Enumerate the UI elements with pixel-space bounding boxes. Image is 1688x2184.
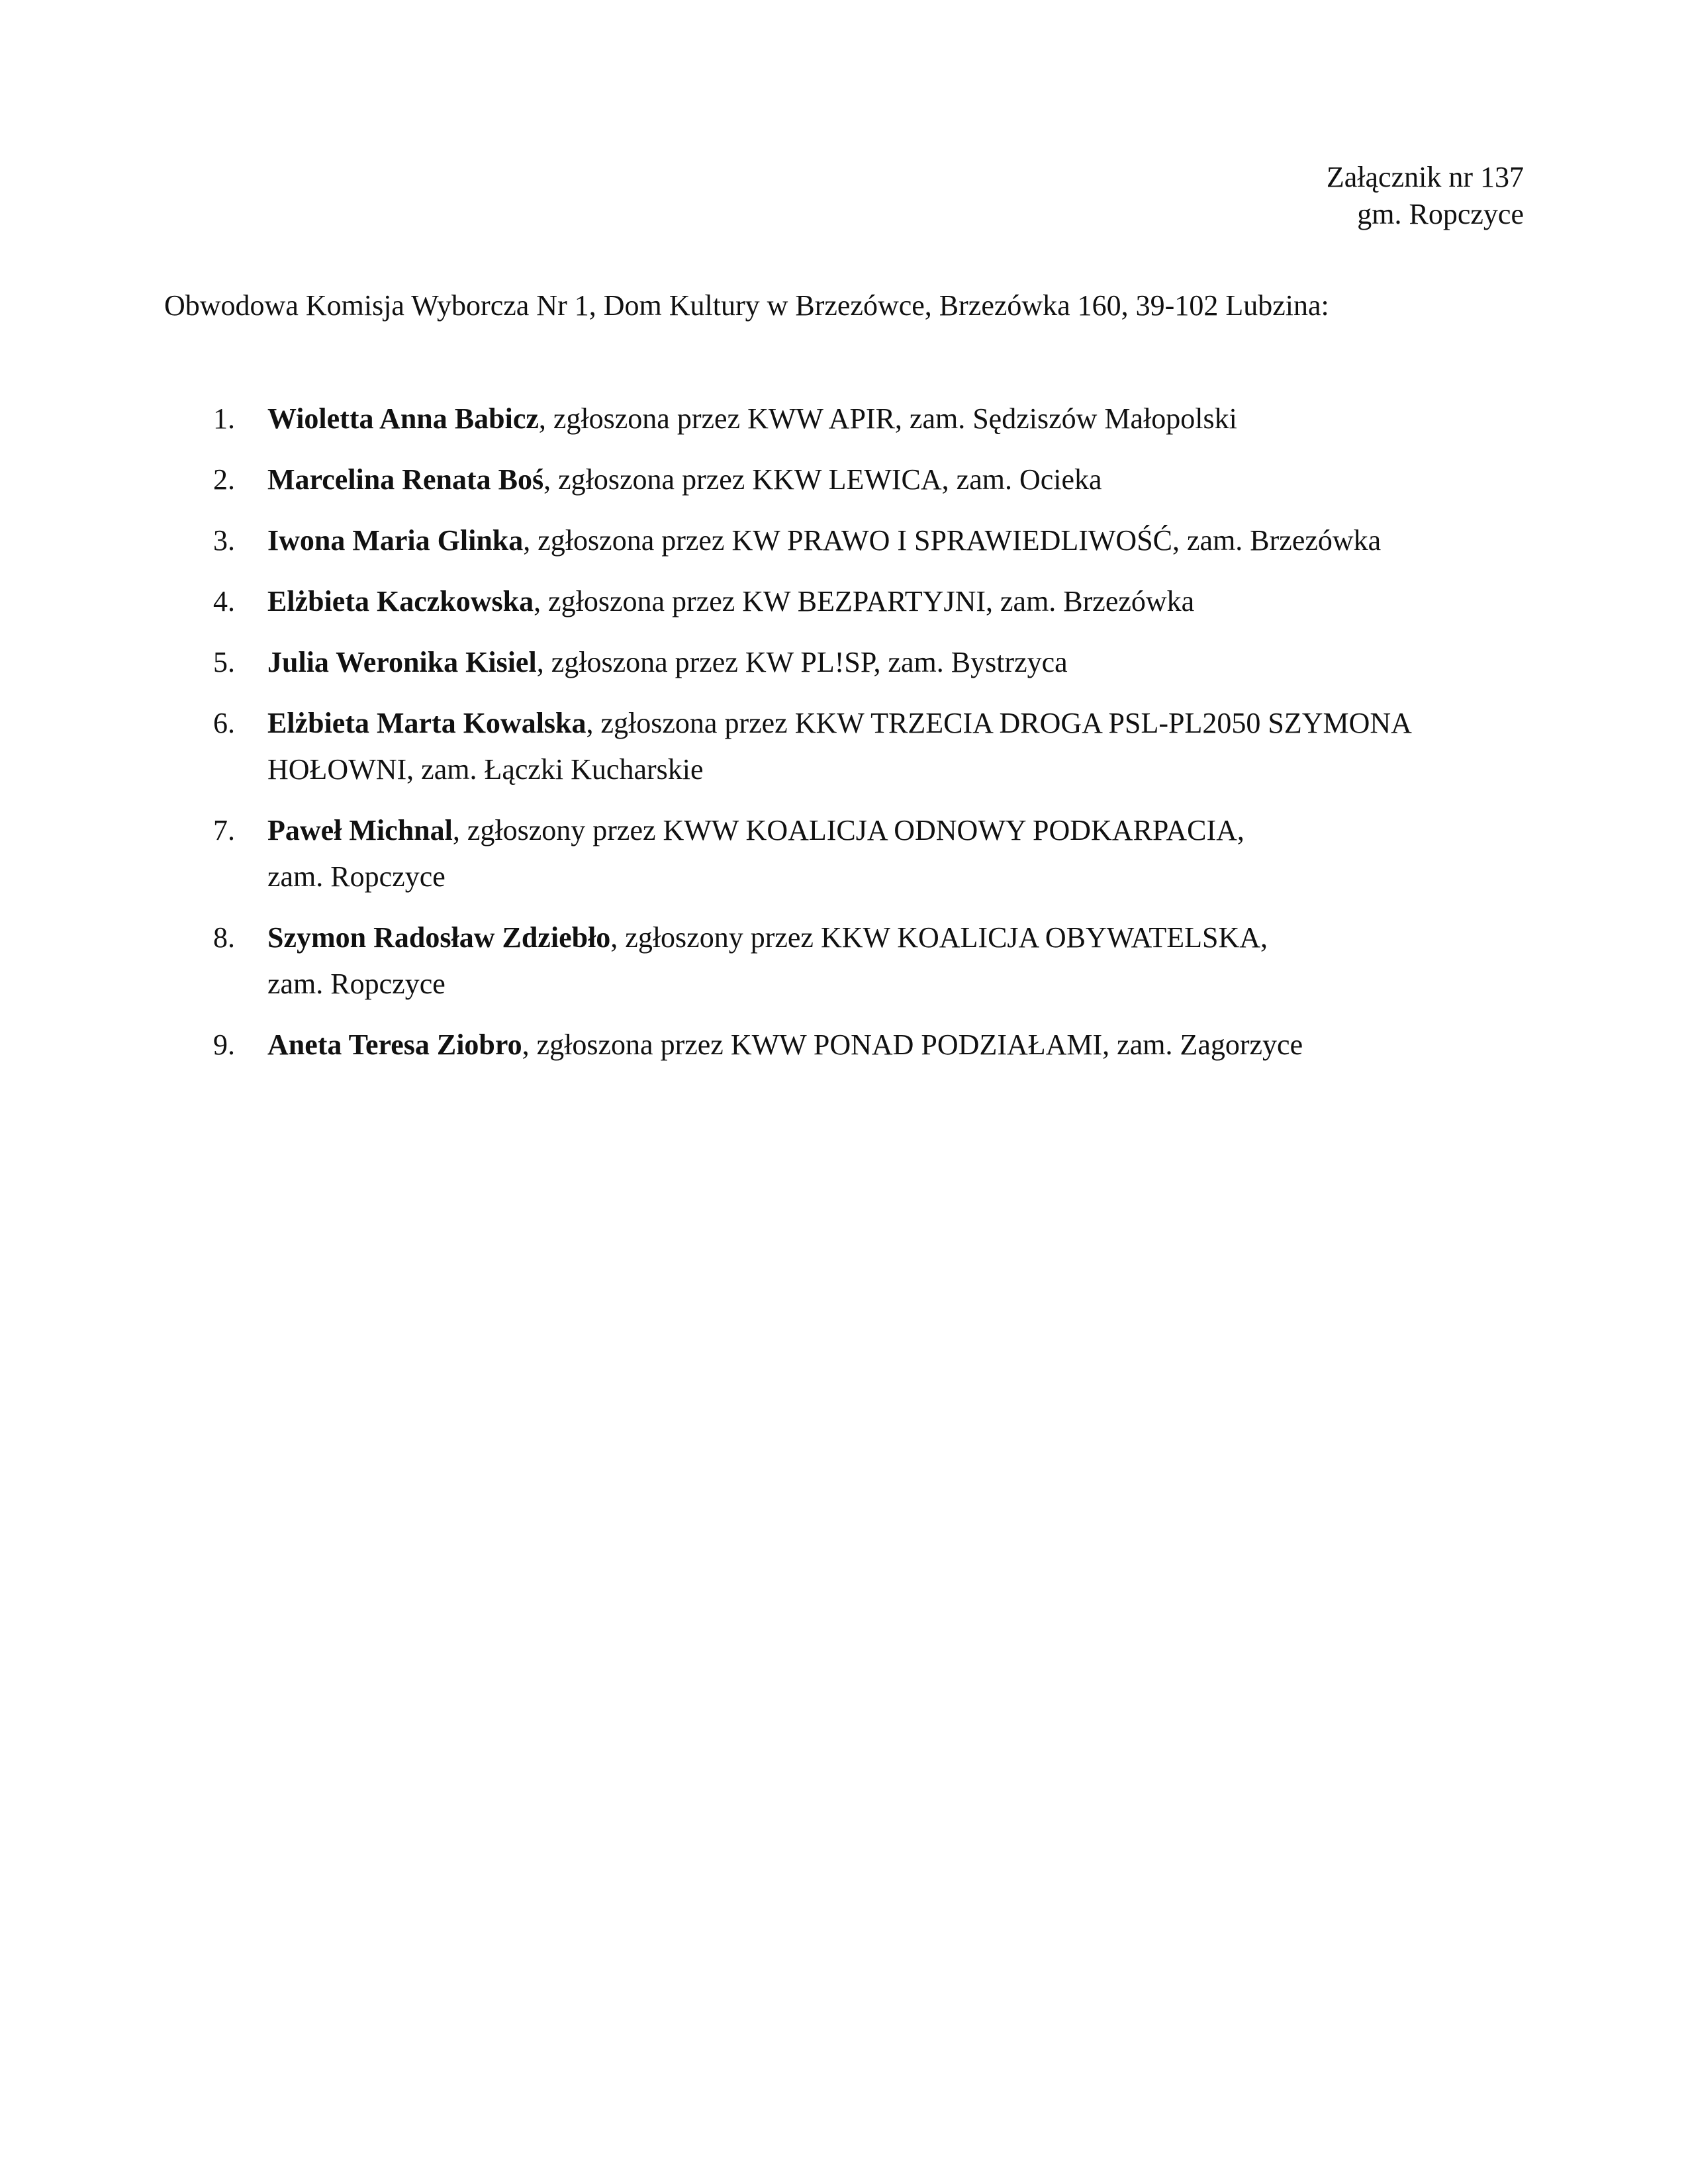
member-name: Iwona Maria Glinka bbox=[267, 524, 524, 557]
member-name: Elżbieta Kaczkowska bbox=[267, 585, 534, 617]
item-number: 4. bbox=[213, 585, 235, 617]
member-name: Marcelina Renata Boś bbox=[267, 463, 544, 496]
member-details: , zgłoszony przez KKW KOALICJA OBYWATELSKA, bbox=[610, 921, 1268, 954]
list-item bbox=[164, 396, 1524, 442]
member-name: Szymon Radosław Zdziebło bbox=[267, 921, 611, 954]
list-item bbox=[164, 518, 1524, 564]
member-name: Wioletta Anna Babicz bbox=[267, 402, 539, 435]
member-name: Aneta Teresa Ziobro bbox=[267, 1028, 522, 1061]
list-item bbox=[164, 700, 1524, 793]
member-details: , zgłoszona przez KW BEZPARTYJNI, zam. Brzezówka bbox=[534, 585, 1195, 617]
item-number: 2. bbox=[213, 463, 235, 496]
item-number: 7. bbox=[213, 814, 235, 846]
attachment-header bbox=[1327, 159, 1524, 233]
member-details: , zgłoszona przez KKW TRZECIA DROGA PSL-PL2050 SZYMONA bbox=[586, 707, 1412, 739]
member-details-continued: zam. Ropczyce bbox=[267, 968, 445, 1000]
member-details: , zgłoszony przez KWW KOALICJA ODNOWY PODKARPACIA, bbox=[452, 814, 1244, 846]
member-name: Elżbieta Marta Kowalska bbox=[267, 707, 586, 739]
list-item bbox=[164, 639, 1524, 686]
attachment-number: Załącznik nr 137 bbox=[1326, 161, 1524, 193]
member-details: , zgłoszona przez KKW LEWICA, zam. Ocieka bbox=[543, 463, 1102, 496]
list-item bbox=[164, 578, 1524, 625]
member-name: Paweł Michnal bbox=[267, 814, 453, 846]
list-item bbox=[164, 1022, 1524, 1068]
list-item bbox=[164, 915, 1524, 1007]
item-number: 8. bbox=[213, 921, 235, 954]
item-number: 5. bbox=[213, 646, 235, 678]
member-name: Julia Weronika Kisiel bbox=[267, 646, 537, 678]
item-number: 3. bbox=[213, 524, 235, 557]
commission-description: Obwodowa Komisja Wyborcza Nr 1, Dom Kultury w Brzezówce, Brzezówka 160, 39-102 Lubzina: bbox=[164, 289, 1329, 322]
member-details: , zgłoszona przez KW PL!SP, zam. Bystrzyca bbox=[536, 646, 1068, 678]
municipality: gm. Ropczyce bbox=[1357, 198, 1524, 230]
item-number: 6. bbox=[213, 707, 235, 739]
member-details: , zgłoszona przez KW PRAWO I SPRAWIEDLIWOŚĆ, zam. Brzezówka bbox=[523, 524, 1382, 557]
member-list bbox=[164, 396, 1524, 1083]
member-details: , zgłoszona przez KWW APIR, zam. Sędziszów Małopolski bbox=[538, 402, 1237, 435]
member-details: , zgłoszona przez KWW PONAD PODZIAŁAMI, zam. Zagorzyce bbox=[522, 1028, 1303, 1061]
list-item bbox=[164, 457, 1524, 503]
list-item bbox=[164, 807, 1524, 900]
member-details-continued: zam. Ropczyce bbox=[267, 860, 445, 893]
item-number: 9. bbox=[213, 1028, 235, 1061]
member-details-continued: HOŁOWNI, zam. Łączki Kucharskie bbox=[267, 753, 704, 786]
item-number: 1. bbox=[213, 402, 235, 435]
